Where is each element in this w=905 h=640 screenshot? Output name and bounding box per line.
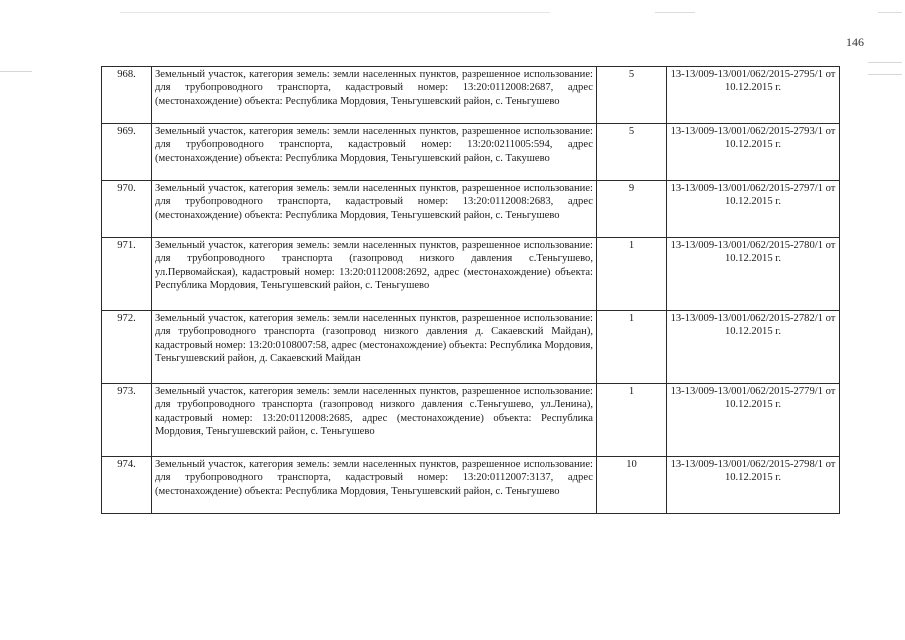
row-quantity: 1: [597, 238, 667, 311]
row-number: 972.: [102, 311, 152, 384]
table-row: [102, 311, 840, 384]
row-description: Земельный участок, категория земель: земли населенных пунктов, разрешенное использование: для трубопроводного транспорта (газопровод низкого давления с.Теньгушево, ул.Первомайская), кадастровый номер: 13:20:0112008:2692, адрес (местонахождение) объекта: Республика Мордовия, Теньгушевский район, с. Теньгушево: [152, 238, 597, 311]
row-number: 973.: [102, 384, 152, 457]
row-registration: 13-13/009-13/001/062/2015-2798/1 от 10.12.2015 г.: [667, 457, 840, 514]
property-registry-table: [101, 66, 840, 514]
row-registration: 13-13/009-13/001/062/2015-2797/1 от 10.12.2015 г.: [667, 181, 840, 238]
row-quantity: 10: [597, 457, 667, 514]
scan-artifact: [868, 62, 902, 63]
row-registration: 13-13/009-13/001/062/2015-2793/1 от 10.12.2015 г.: [667, 124, 840, 181]
scan-artifact: [878, 12, 902, 13]
row-quantity: 9: [597, 181, 667, 238]
row-description: Земельный участок, категория земель: земли населенных пунктов, разрешенное использование: для трубопроводного транспорта, кадастровый номер: 13:20:0112007:3137, адрес (местонахождение) объекта: Республика Мордовия, Теньгушевский район, с. Теньгушево: [152, 457, 597, 514]
row-number: 968.: [102, 67, 152, 124]
row-quantity: 5: [597, 67, 667, 124]
row-quantity: 1: [597, 384, 667, 457]
scan-artifact: [868, 74, 902, 75]
row-quantity: 1: [597, 311, 667, 384]
row-registration: 13-13/009-13/001/062/2015-2782/1 от 10.12.2015 г.: [667, 311, 840, 384]
page-number: 146: [846, 35, 864, 49]
table-row: [102, 238, 840, 311]
scan-artifact: [120, 12, 550, 13]
row-quantity: 5: [597, 124, 667, 181]
row-description: Земельный участок, категория земель: земли населенных пунктов, разрешенное использование: для трубопроводного транспорта, кадастровый номер: 13:20:0112008:2687, адрес (местонахождение) объекта: Республика Мордовия, Теньгушевский район, с. Теньгушево: [152, 67, 597, 124]
row-description: Земельный участок, категория земель: земли населенных пунктов, разрешенное использование: для трубопроводного транспорта (газопровод низкого давления с.Теньгушево, ул.Ленина), кадастровый номер: 13:20:0112008:2685, адрес (местонахождение) объекта: Республика Мордовия, Теньгушевский район, с. Теньгушево: [152, 384, 597, 457]
table-row: [102, 124, 840, 181]
row-registration: 13-13/009-13/001/062/2015-2779/1 от 10.12.2015 г.: [667, 384, 840, 457]
row-description: Земельный участок, категория земель: земли населенных пунктов, разрешенное использование: для трубопроводного транспорта, кадастровый номер: 13:20:0112008:2683, адрес (местонахождение) объекта: Республика Мордовия, Теньгушевский район, с. Теньгушево: [152, 181, 597, 238]
row-description: Земельный участок, категория земель: земли населенных пунктов, разрешенное использование: для трубопроводного транспорта, кадастровый номер: 13:20:0211005:594, адрес (местонахождение) объекта: Республика Мордовия, Теньгушевский район, с. Такушево: [152, 124, 597, 181]
row-registration: 13-13/009-13/001/062/2015-2780/1 от 10.12.2015 г.: [667, 238, 840, 311]
scan-artifact: [655, 12, 695, 13]
table-row: [102, 384, 840, 457]
row-number: 969.: [102, 124, 152, 181]
table-row: [102, 67, 840, 124]
row-number: 974.: [102, 457, 152, 514]
table-row: [102, 457, 840, 514]
scan-artifact: [0, 71, 32, 72]
row-registration: 13-13/009-13/001/062/2015-2795/1 от 10.12.2015 г.: [667, 67, 840, 124]
table-row: [102, 181, 840, 238]
row-number: 971.: [102, 238, 152, 311]
row-number: 970.: [102, 181, 152, 238]
row-description: Земельный участок, категория земель: земли населенных пунктов, разрешенное использование: для трубопроводного транспорта (газопровод низкого давления д. Сакаевский Майдан), кадастровый номер: 13:20:0108007:58, адрес (местонахождение) объекта: Республика Мордовия, Теньгушевский район, д. Сакаевский Майдан: [152, 311, 597, 384]
